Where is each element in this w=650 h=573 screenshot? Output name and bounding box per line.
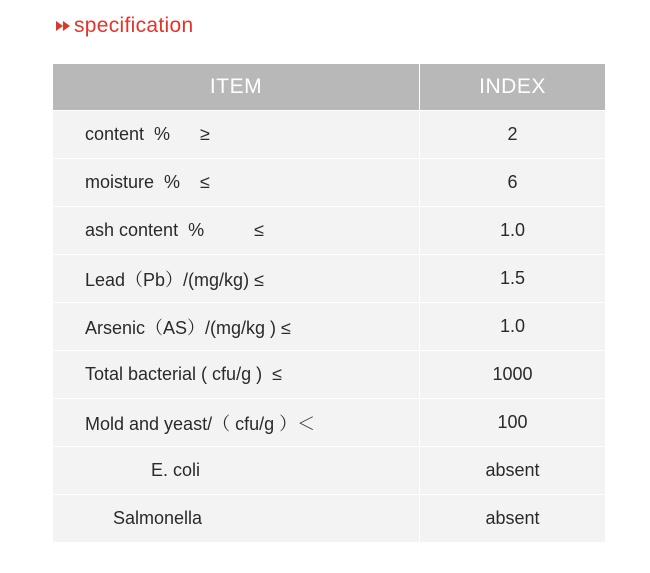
table-row: [53, 399, 605, 447]
item-cell: Total bacterial ( cfu/g ) ≤: [53, 351, 420, 399]
item-cell: E. coli: [53, 447, 420, 495]
table-row: [53, 159, 605, 207]
table-row: [53, 207, 605, 255]
item-cell: content % ≥: [53, 111, 420, 159]
index-cell: 1000: [420, 351, 606, 399]
table-row: [53, 255, 605, 303]
table-header-row: [53, 64, 605, 111]
item-cell: Mold and yeast/（ cfu/g ）＜: [53, 399, 420, 447]
index-cell: absent: [420, 495, 606, 543]
column-header-item: ITEM: [53, 64, 420, 111]
double-arrow-icon: [56, 21, 70, 31]
specification-table: [53, 64, 605, 542]
column-header-index: INDEX: [420, 64, 606, 111]
item-cell: Salmonella: [53, 495, 420, 543]
index-cell: absent: [420, 447, 606, 495]
item-cell: Arsenic（AS）/(mg/kg ) ≤: [53, 303, 420, 351]
table-row: [53, 303, 605, 351]
index-cell: 1.0: [420, 207, 606, 255]
index-cell: 6: [420, 159, 606, 207]
table-row: [53, 495, 605, 543]
item-cell: Lead（Pb）/(mg/kg) ≤: [53, 255, 420, 303]
index-cell: 2: [420, 111, 606, 159]
section-heading: [56, 14, 193, 38]
item-cell: moisture % ≤: [53, 159, 420, 207]
table-row: [53, 447, 605, 495]
item-cell: ash content % ≤: [53, 207, 420, 255]
table-row: [53, 111, 605, 159]
table-row: [53, 351, 605, 399]
index-cell: 1.0: [420, 303, 606, 351]
index-cell: 1.5: [420, 255, 606, 303]
section-title: specification: [74, 14, 194, 37]
index-cell: 100: [420, 399, 606, 447]
